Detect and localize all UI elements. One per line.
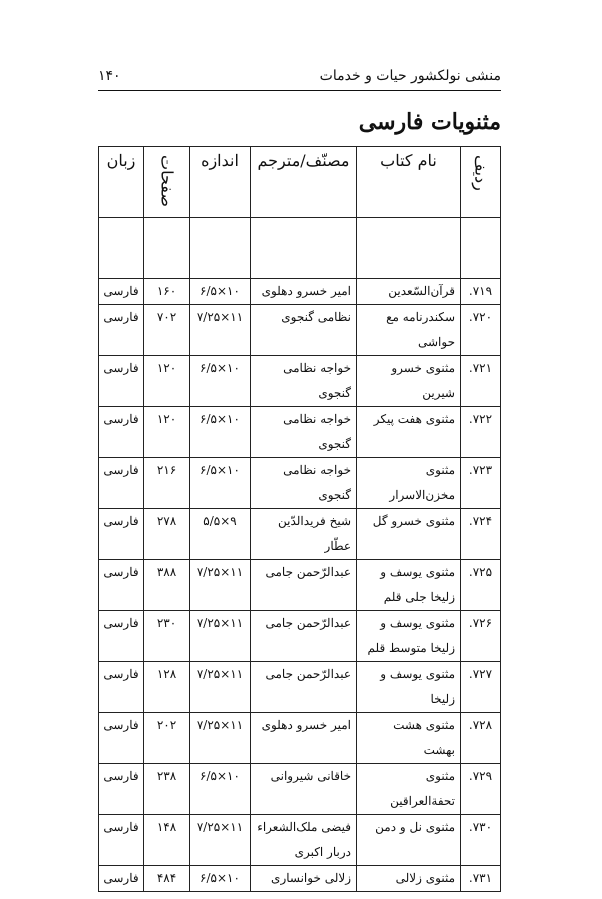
cell-language: فارسی	[99, 713, 144, 764]
cell-pages: ۱۶۰	[144, 279, 190, 305]
cell-author: فیضی ملک‌الشعراء دربار اکبری	[251, 815, 357, 866]
cell-row-number: ۷۳۰.	[461, 815, 501, 866]
cell-pages: ۲۰۲	[144, 713, 190, 764]
cell-pages: ۲۳۰	[144, 611, 190, 662]
cell-author: عبدالرّحمن جامی	[251, 662, 357, 713]
cell-language: فارسی	[99, 662, 144, 713]
table-row	[99, 662, 501, 713]
cell-pages: ۲۳۸	[144, 764, 190, 815]
spacer-cell	[357, 218, 461, 279]
cell-author: شیخ فریدالدّین عطّار	[251, 509, 357, 560]
cell-size: ۹×۵/۵	[190, 509, 251, 560]
cell-language: فارسی	[99, 509, 144, 560]
cell-size: ۱۰×۶/۵	[190, 279, 251, 305]
table-header-row	[99, 147, 501, 218]
cell-pages: ۲۷۸	[144, 509, 190, 560]
table-body	[99, 218, 501, 892]
table-row	[99, 279, 501, 305]
cell-language: فارسی	[99, 279, 144, 305]
cell-size: ۱۱×۷/۲۵	[190, 815, 251, 866]
header-author: مصنّف/مترجم	[251, 147, 357, 218]
cell-row-number: ۷۲۵.	[461, 560, 501, 611]
cell-book-name: مثنوی خسرو گل	[357, 509, 461, 560]
cell-pages: ۲۱۶	[144, 458, 190, 509]
cell-row-number: ۷۲۷.	[461, 662, 501, 713]
cell-size: ۱۱×۷/۲۵	[190, 305, 251, 356]
cell-language: فارسی	[99, 815, 144, 866]
cell-pages: ۷۰۲	[144, 305, 190, 356]
cell-book-name: مثنوی یوسف و زلیخا	[357, 662, 461, 713]
cell-author: امیر خسرو دهلوی	[251, 713, 357, 764]
cell-author: نظامی گنجوی	[251, 305, 357, 356]
table-row	[99, 560, 501, 611]
running-header-title: منشی نولکشور حیات و خدمات	[319, 68, 501, 84]
cell-language: فارسی	[99, 764, 144, 815]
spacer-cell	[99, 218, 144, 279]
cell-pages: ۱۲۰	[144, 407, 190, 458]
cell-row-number: ۷۲۰.	[461, 305, 501, 356]
header-pages-label: صفحات	[157, 155, 177, 207]
cell-row-number: ۷۲۲.	[461, 407, 501, 458]
cell-size: ۱۱×۷/۲۵	[190, 560, 251, 611]
cell-row-number: ۷۲۴.	[461, 509, 501, 560]
cell-row-number: ۷۲۳.	[461, 458, 501, 509]
cell-pages: ۴۸۴	[144, 866, 190, 892]
cell-row-number: ۷۲۸.	[461, 713, 501, 764]
cell-row-number: ۷۲۹.	[461, 764, 501, 815]
header-size: اندازه	[190, 147, 251, 218]
cell-size: ۱۱×۷/۲۵	[190, 611, 251, 662]
cell-size: ۱۰×۶/۵	[190, 866, 251, 892]
cell-book-name: مثنوی یوسف و زلیخا متوسط قلم	[357, 611, 461, 662]
header-pages	[144, 147, 190, 218]
cell-book-name: مثنوی تحفةالعراقین	[357, 764, 461, 815]
cell-author: خاقانی شیروانی	[251, 764, 357, 815]
cell-book-name: مثنوی زلالی	[357, 866, 461, 892]
cell-language: فارسی	[99, 611, 144, 662]
cell-language: فارسی	[99, 560, 144, 611]
header-rule	[98, 90, 501, 91]
cell-author: خواجه نظامی گنجوی	[251, 356, 357, 407]
cell-size: ۱۱×۷/۲۵	[190, 662, 251, 713]
cell-author: امیر خسرو دهلوی	[251, 279, 357, 305]
cell-size: ۱۰×۶/۵	[190, 407, 251, 458]
section-title: مثنویات فارسی	[358, 109, 501, 135]
spacer-cell	[144, 218, 190, 279]
table-row	[99, 509, 501, 560]
table-row	[99, 458, 501, 509]
cell-book-name: سکندرنامه مع حواشی	[357, 305, 461, 356]
cell-book-name: قرآن‌السّعدین	[357, 279, 461, 305]
cell-language: فارسی	[99, 356, 144, 407]
table-row	[99, 764, 501, 815]
cell-row-number: ۷۲۱.	[461, 356, 501, 407]
cell-language: فارسی	[99, 458, 144, 509]
header-row-number	[461, 147, 501, 218]
catalog-table-wrapper	[98, 146, 500, 892]
table-row	[99, 713, 501, 764]
cell-book-name: مثنوی هشت بهشت	[357, 713, 461, 764]
header-language: زبان	[99, 147, 144, 218]
spacer-cell	[461, 218, 501, 279]
header-book-name: نام کتاب	[357, 147, 461, 218]
table-row	[99, 305, 501, 356]
cell-book-name: مثنوی هفت پیکر	[357, 407, 461, 458]
cell-pages: ۱۲۰	[144, 356, 190, 407]
cell-language: فارسی	[99, 305, 144, 356]
spacer-cell	[251, 218, 357, 279]
table-row	[99, 611, 501, 662]
cell-author: خواجه نظامی گنجوی	[251, 458, 357, 509]
cell-size: ۱۰×۶/۵	[190, 356, 251, 407]
table-row	[99, 815, 501, 866]
cell-author: زلالی خوانساری	[251, 866, 357, 892]
cell-book-name: مثنوی نل و دمن	[357, 815, 461, 866]
cell-language: فارسی	[99, 407, 144, 458]
cell-row-number: ۷۱۹.	[461, 279, 501, 305]
cell-book-name: مثنوی یوسف و زلیخا جلی قلم	[357, 560, 461, 611]
table-row	[99, 407, 501, 458]
table-spacer-row	[99, 218, 501, 279]
cell-pages: ۳۸۸	[144, 560, 190, 611]
spacer-cell	[190, 218, 251, 279]
cell-author: خواجه نظامی گنجوی	[251, 407, 357, 458]
table-row	[99, 356, 501, 407]
catalog-table	[98, 146, 501, 892]
cell-book-name: مثنوی خسرو شیرین	[357, 356, 461, 407]
cell-author: عبدالرّحمن جامی	[251, 560, 357, 611]
cell-size: ۱۰×۶/۵	[190, 764, 251, 815]
cell-pages: ۱۲۸	[144, 662, 190, 713]
cell-row-number: ۷۳۱.	[461, 866, 501, 892]
cell-author: عبدالرّحمن جامی	[251, 611, 357, 662]
page-number: ۱۴۰	[98, 68, 121, 84]
page-header	[98, 67, 501, 89]
cell-language: فارسی	[99, 866, 144, 892]
cell-size: ۱۰×۶/۵	[190, 458, 251, 509]
cell-size: ۱۱×۷/۲۵	[190, 713, 251, 764]
cell-pages: ۱۴۸	[144, 815, 190, 866]
header-row-number-label: ردیف	[471, 155, 491, 191]
cell-book-name: مثنوی مخزن‌الاسرار	[357, 458, 461, 509]
table-row	[99, 866, 501, 892]
cell-row-number: ۷۲۶.	[461, 611, 501, 662]
